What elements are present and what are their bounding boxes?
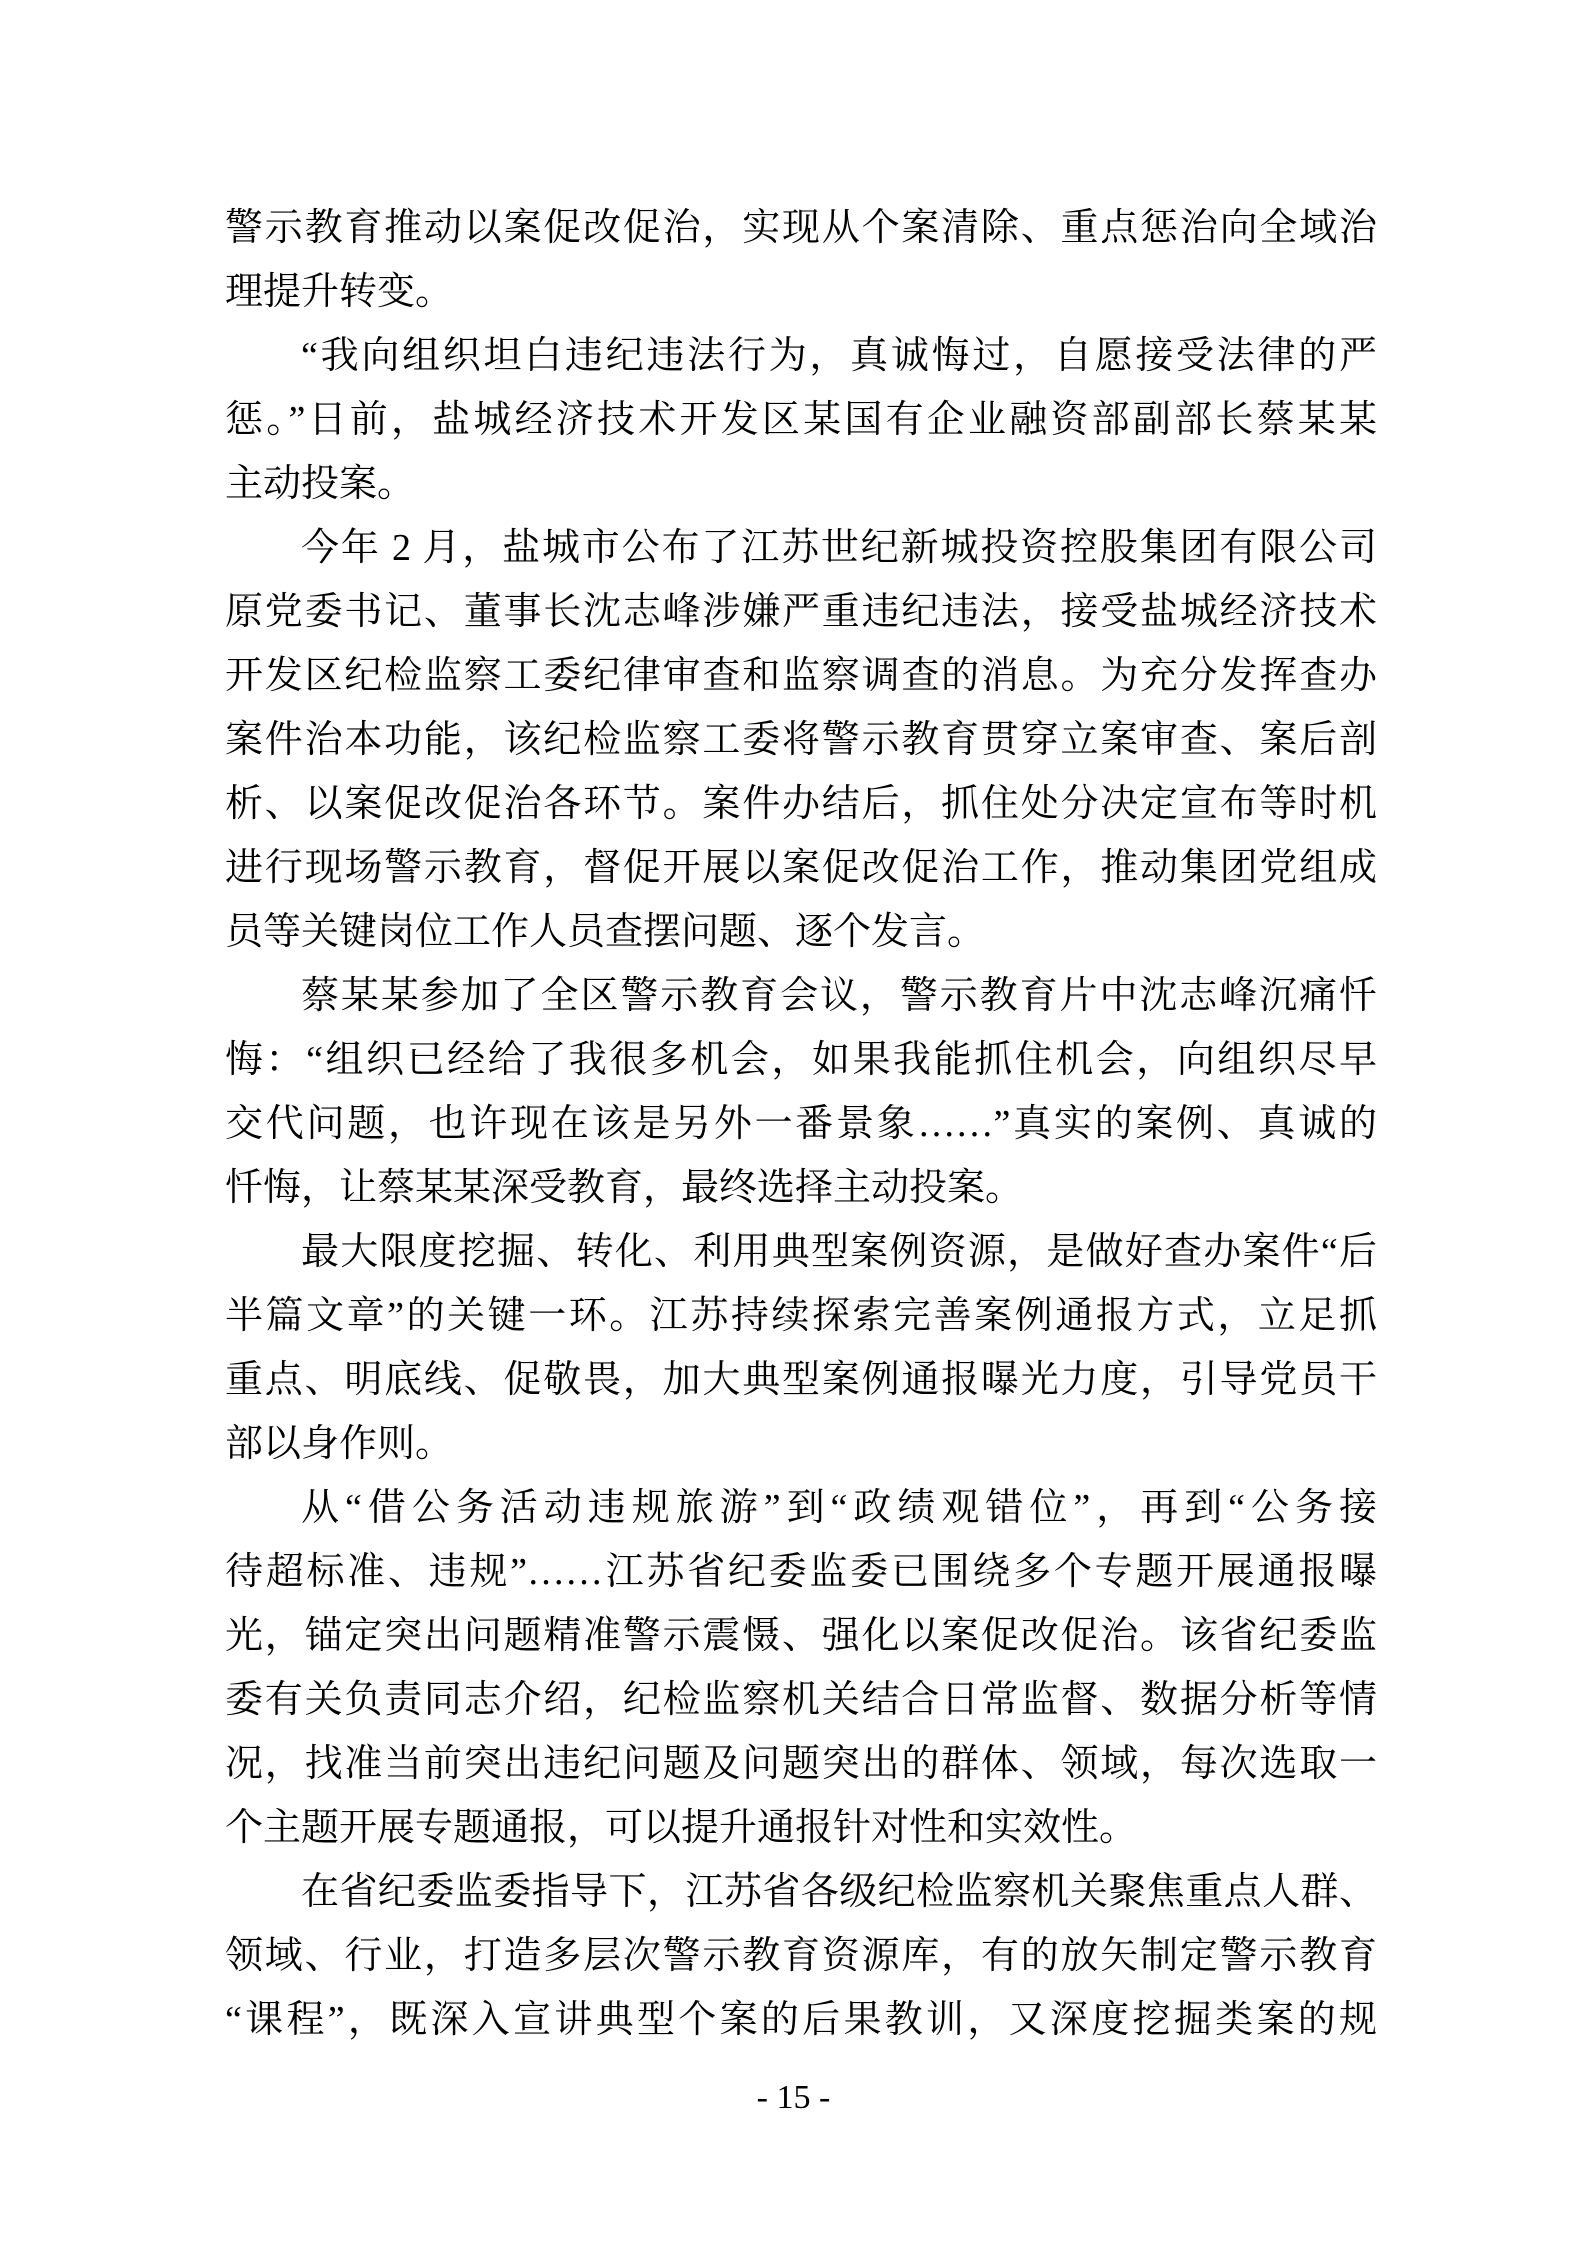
document-body <box>225 196 1377 2052</box>
text-line: 开发区纪检监察工委纪律审查和监察调查的消息。为充分发挥查办 <box>225 655 1377 697</box>
text-line: 警示教育推动以案促改促治，实现从个案清除、重点惩治向全域治 <box>225 207 1377 249</box>
text-line: 重点、明底线、促敬畏，加大典型案例通报曝光力度，引导党员干 <box>225 1359 1377 1401</box>
text-line: 惩。”日前，盐城经济技术开发区某国有企业融资部副部长蔡某某 <box>225 399 1377 441</box>
text-line: 部以身作则。 <box>225 1423 454 1465</box>
text-line: 半篇文章”的关键一环。江苏持续探索完善案例通报方式，立足抓 <box>225 1295 1377 1337</box>
text-line: 待超标准、违规”……江苏省纪委监委已围绕多个专题开展通报曝 <box>225 1551 1377 1593</box>
text-line: “课程”，既深入宣讲典型个案的后果教训，又深度挖掘类案的规 <box>225 1999 1377 2041</box>
text-line: 蔡某某参加了全区警示教育会议，警示教育片中沈志峰沉痛忏 <box>301 975 1377 1017</box>
text-line: 领域、行业，打造多层次警示教育资源库，有的放矢制定警示教育 <box>225 1935 1377 1977</box>
text-line: 理提升转变。 <box>225 271 454 313</box>
page-number: - 15 - <box>756 2079 831 2116</box>
text-line: 原党委书记、董事长沈志峰涉嫌严重违纪违法，接受盐城经济技术 <box>225 591 1377 633</box>
text-line: 进行现场警示教育，督促开展以案促改促治工作，推动集团党组成 <box>225 847 1377 889</box>
text-line: 今年 2 月，盐城市公布了江苏世纪新城投资控股集团有限公司 <box>301 527 1377 569</box>
text-line: 委有关负责同志介绍，纪检监察机关结合日常监督、数据分析等情 <box>225 1679 1377 1721</box>
text-line: 光，锚定突出问题精准警示震慑、强化以案促改促治。该省纪委监 <box>225 1615 1377 1657</box>
text-line: 个主题开展专题通报，可以提升通报针对性和实效性。 <box>225 1807 1138 1849</box>
text-line: 案件治本功能，该纪检监察工委将警示教育贯穿立案审查、案后剖 <box>225 719 1377 761</box>
text-line: 况，找准当前突出违纪问题及问题突出的群体、领域，每次选取一 <box>225 1743 1377 1785</box>
text-line: 忏悔，让蔡某某深受教育，最终选择主动投案。 <box>225 1167 1024 1209</box>
text-line: 主动投案。 <box>225 463 416 505</box>
text-line: 悔：“组织已经给了我很多机会，如果我能抓住机会，向组织尽早 <box>225 1039 1377 1081</box>
text-line: 析、以案促改促治各环节。案件办结后，抓住处分决定宣布等时机 <box>225 783 1377 825</box>
text-line: 最大限度挖掘、转化、利用典型案例资源，是做好查办案件“后 <box>301 1231 1377 1273</box>
text-line: 在省纪委监委指导下，江苏省各级纪检监察机关聚焦重点人群、 <box>301 1871 1377 1913</box>
text-line: 员等关键岗位工作人员查摆问题、逐个发言。 <box>225 911 986 953</box>
text-line: 交代问题，也许现在该是另外一番景象……”真实的案例、真诚的 <box>225 1103 1377 1145</box>
text-line: “我向组织坦白违纪违法行为，真诚悔过，自愿接受法律的严 <box>301 335 1377 377</box>
text-line: 从“借公务活动违规旅游”到“政绩观错位”，再到“公务接 <box>301 1487 1377 1529</box>
